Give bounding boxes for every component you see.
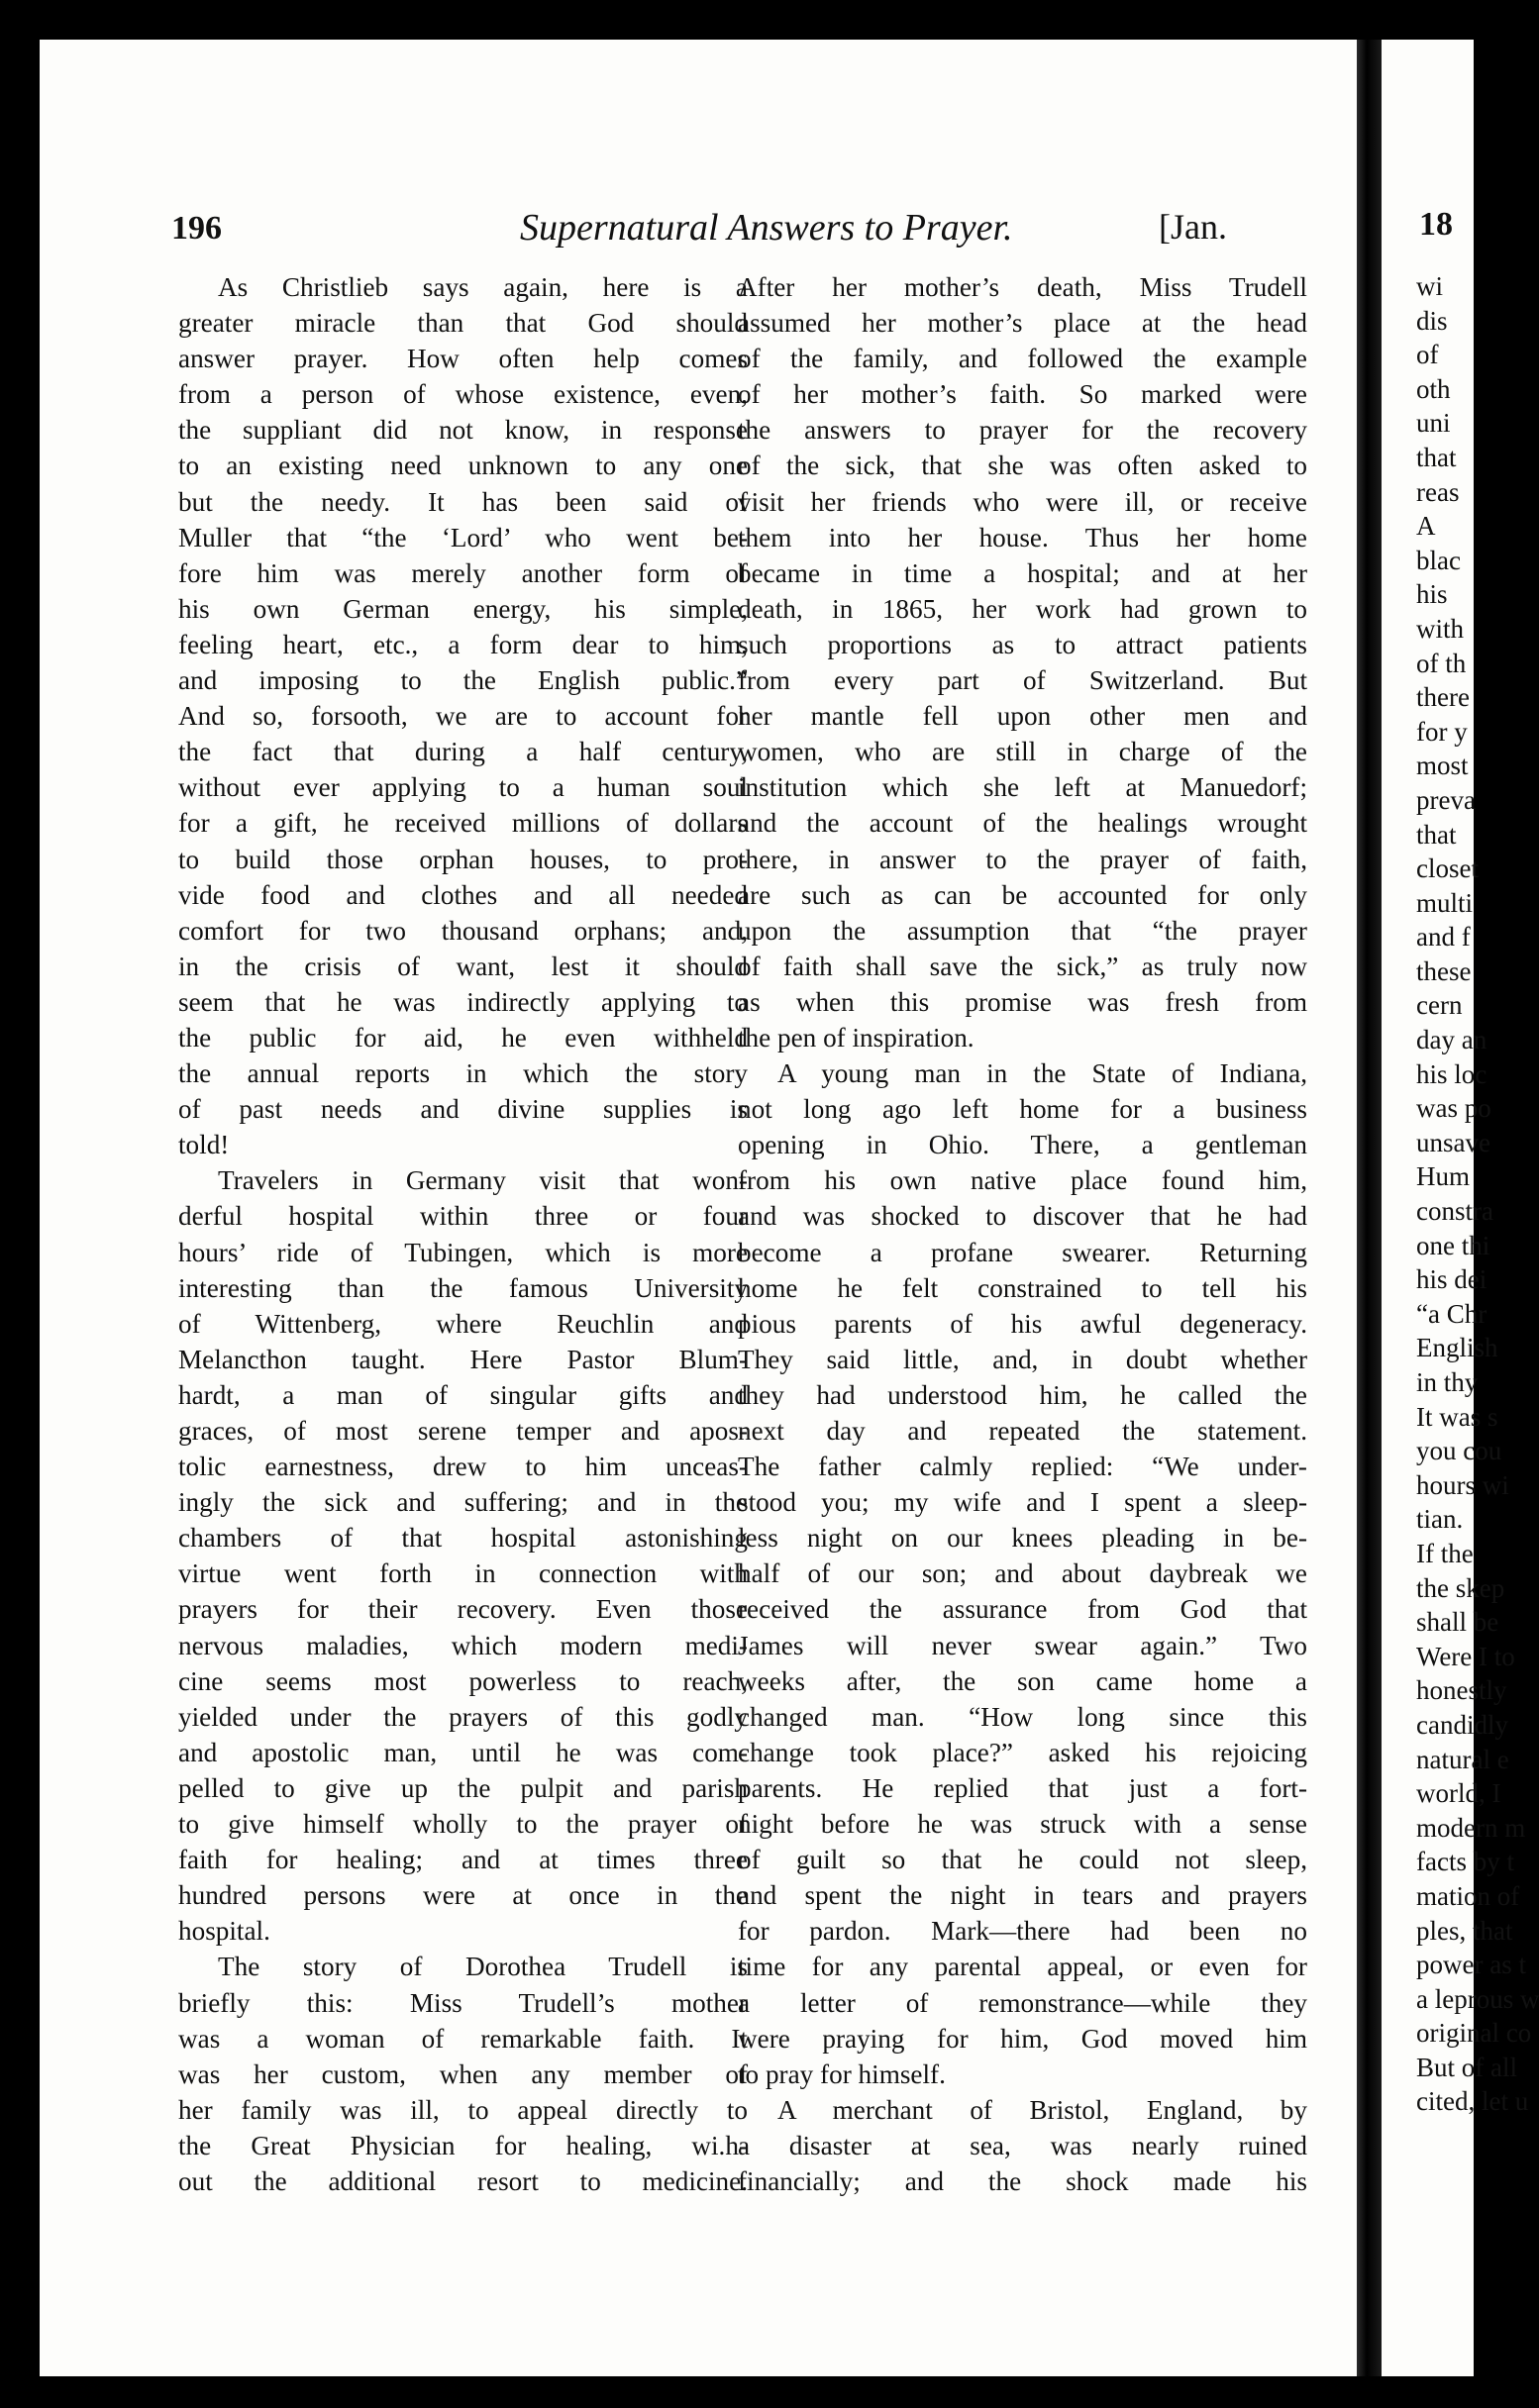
month-label: [Jan.: [1159, 207, 1227, 247]
next-page-line: It was s: [1416, 1401, 1498, 1432]
text-line: of Wittenberg, where Reuchlin and: [178, 1308, 748, 1339]
text-line: hardt, a man of singular gifts and: [178, 1379, 748, 1410]
text-line: tolic earnestness, drew to him unceas-: [178, 1452, 748, 1482]
text-line: of the family, and followed the example: [738, 344, 1307, 374]
text-line: changed man. “How long since this: [738, 1701, 1307, 1732]
next-page-line: hours wi: [1416, 1469, 1509, 1500]
text-line: her mantle fell upon other men and: [738, 701, 1307, 732]
text-line: they had understood him, he called the: [738, 1379, 1307, 1410]
text-line: institution which she left at Manuedorf;: [738, 772, 1307, 803]
text-line: hours’ ride of Tubingen, which is more: [178, 1237, 748, 1267]
text-line: was her custom, when any member of: [178, 2058, 748, 2089]
text-line: to give himself wholly to the prayer of: [178, 1809, 748, 1840]
text-line: told!: [178, 1130, 230, 1160]
text-line: prayers for their recovery. Even those: [178, 1594, 748, 1625]
next-page-line: of th: [1416, 648, 1467, 678]
text-line: the answers to prayer for the recovery: [738, 415, 1307, 446]
text-line: of her mother’s faith. So marked were: [738, 379, 1307, 410]
text-line: the Great Physician for healing, wi.h-: [178, 2130, 748, 2160]
text-line: was a woman of remarkable faith. It: [178, 2023, 748, 2054]
text-line: hospital.: [178, 1916, 270, 1947]
text-line: upon the assumption that “the prayer: [738, 915, 1307, 946]
text-line: of the sick, that she was often asked to: [738, 451, 1307, 481]
next-page-line: his dei: [1416, 1264, 1488, 1295]
next-page-line: ples, that: [1416, 1915, 1513, 1946]
next-page-line: natural e: [1416, 1744, 1509, 1774]
text-line: interesting than the famous University: [178, 1272, 748, 1303]
next-page-line: his loc: [1416, 1058, 1488, 1089]
text-line: A young man in the State of Indiana,: [777, 1058, 1307, 1089]
next-page-line: uni: [1416, 408, 1451, 439]
next-page-line: dis: [1416, 305, 1448, 336]
next-page-line: blac: [1416, 545, 1461, 575]
text-line: and was shocked to discover that he had: [738, 1201, 1307, 1232]
text-line: change took place?” asked his rejoicing: [738, 1737, 1307, 1767]
text-line: half of our son; and about daybreak we: [738, 1558, 1307, 1589]
text-line: night before he was struck with a sense: [738, 1809, 1307, 1840]
page-number: 196: [171, 210, 222, 247]
text-line: a letter of remonstrance—while they: [738, 1987, 1307, 2018]
next-page-line: in thy: [1416, 1367, 1479, 1397]
text-line: faith for healing; and at times three: [178, 1845, 748, 1875]
text-line: home he felt constrained to tell his: [738, 1272, 1307, 1303]
text-line: weeks after, the son came home a: [738, 1665, 1307, 1696]
next-page-line: If the: [1416, 1538, 1474, 1568]
text-line: pelled to give up the pulpit and parish: [178, 1772, 748, 1803]
text-line: James will never swear again.” Two: [738, 1630, 1307, 1660]
text-line: And so, forsooth, we are to account for: [178, 701, 748, 732]
running-title: Supernatural Answers to Prayer.: [520, 207, 1013, 249]
next-page-line: original co: [1416, 2018, 1532, 2049]
text-line: virtue went forth in connection with: [178, 1558, 748, 1589]
next-page-line: English: [1416, 1333, 1498, 1363]
next-page-line: Hum: [1416, 1161, 1470, 1192]
text-line: become a profane swearer. Returning: [738, 1237, 1307, 1267]
next-page-line: closet: [1416, 853, 1479, 884]
text-column-left: [178, 269, 748, 2199]
text-line: women, who are still in charge of the: [738, 737, 1307, 767]
text-line: cine seems most powerless to reach,: [178, 1665, 748, 1696]
text-line: assumed her mother’s place at the head: [738, 308, 1307, 339]
text-line: greater miracle than that God should: [178, 308, 748, 339]
text-line: to build those orphan houses, to pro-: [178, 844, 748, 874]
text-line: and the account of the healings wrought: [738, 808, 1307, 839]
next-page-line: the skep: [1416, 1572, 1505, 1603]
text-line: out the additional resort to medicine.: [178, 2165, 748, 2196]
text-line: financially; and the shock made his: [738, 2165, 1307, 2196]
next-page-line: with: [1416, 613, 1465, 644]
next-page-line: one thi: [1416, 1230, 1490, 1260]
text-line: from every part of Switzerland. But: [738, 665, 1307, 696]
text-line: the pen of inspiration.: [738, 1022, 975, 1053]
text-line: chambers of that hospital astonishing: [178, 1523, 748, 1554]
text-line: parents. He replied that just a fort-: [738, 1772, 1307, 1803]
next-page-line: facts by t: [1416, 1847, 1514, 1877]
next-page-line: cern: [1416, 990, 1463, 1021]
text-line: pious parents of his awful degeneracy.: [738, 1308, 1307, 1339]
text-line: yielded under the prayers of this godly: [178, 1701, 748, 1732]
next-page-line: But of all: [1416, 2052, 1517, 2082]
text-line: but the needy. It has been said of: [178, 486, 748, 517]
next-page-line: was po: [1416, 1093, 1491, 1124]
scan-speck: [1135, 18, 1141, 24]
text-line: to pray for himself.: [738, 2058, 946, 2089]
next-page-line: day an: [1416, 1025, 1488, 1055]
text-line: opening in Ohio. There, a gentleman: [738, 1130, 1307, 1160]
next-page-line: that: [1416, 819, 1457, 850]
text-line: her family was ill, to appeal directly to: [178, 2094, 748, 2125]
next-page-line: world, I: [1416, 1778, 1501, 1809]
text-line: from a person of whose existence, even,: [178, 379, 748, 410]
next-page-line: shall be: [1416, 1607, 1499, 1638]
next-page-line: Were I to: [1416, 1641, 1515, 1671]
text-line: hundred persons were at once in the: [178, 1880, 748, 1911]
text-line: from his own native place found him,: [738, 1165, 1307, 1196]
text-line: Travelers in Germany visit that won-: [218, 1165, 748, 1196]
text-line: nervous maladies, which modern medi-: [178, 1630, 748, 1660]
next-page-line: mation of: [1416, 1880, 1520, 1911]
next-page-line: constra: [1416, 1196, 1493, 1227]
text-line: without ever applying to a human soul: [178, 772, 748, 803]
next-page-line: tian.: [1416, 1504, 1464, 1535]
next-page-line: A: [1416, 511, 1436, 542]
next-page-line: for y: [1416, 716, 1468, 747]
next-page-line: unsave: [1416, 1127, 1490, 1157]
text-line: death, in 1865, her work had grown to: [738, 593, 1307, 624]
next-page-line: honestly: [1416, 1675, 1507, 1706]
text-line: and spent the night in tears and prayers: [738, 1880, 1307, 1911]
text-line: not long ago left home for a business: [738, 1094, 1307, 1125]
text-line: The story of Dorothea Trudell is: [218, 1952, 748, 1982]
next-page-line: his: [1416, 579, 1448, 610]
next-page-line: you cou: [1416, 1436, 1502, 1466]
text-line: such proportions as to attract patients: [738, 629, 1307, 659]
text-line: graces, of most serene temper and apos-: [178, 1416, 748, 1446]
next-page-line: cited, let u: [1416, 2086, 1529, 2117]
next-page-line: there: [1416, 682, 1470, 713]
next-page-line: and f: [1416, 922, 1471, 953]
text-line: A merchant of Bristol, England, by: [777, 2094, 1307, 2125]
next-page-line: preva: [1416, 784, 1476, 815]
next-page-line: “a Chr: [1416, 1298, 1488, 1329]
next-page-line: oth: [1416, 373, 1451, 404]
text-line: the suppliant did not know, in response: [178, 415, 748, 446]
next-page-line: candidly: [1416, 1709, 1508, 1740]
text-line: of guilt so that he could not sleep,: [738, 1845, 1307, 1875]
text-line: feeling heart, etc., a form dear to him,: [178, 629, 748, 659]
text-line: After her mother’s death, Miss Trudell: [738, 272, 1307, 302]
page-right-partial: [1382, 40, 1539, 2376]
text-line: the public for aid, he even withheld: [178, 1022, 748, 1053]
text-line: derful hospital within three or four: [178, 1201, 748, 1232]
next-page-line: reas: [1416, 476, 1460, 507]
text-line: as when this promise was fresh from: [738, 986, 1307, 1017]
text-line: visit her friends who were ill, or receive: [738, 486, 1307, 517]
text-line: the fact that during a half century,: [178, 737, 748, 767]
text-line: They said little, and, in doubt whether: [738, 1344, 1307, 1374]
text-line: them into her house. Thus her home: [738, 522, 1307, 552]
text-line: stood you; my wife and I spent a sleep-: [738, 1487, 1307, 1518]
text-line: there, in answer to the prayer of faith,: [738, 844, 1307, 874]
next-page-line: most: [1416, 751, 1469, 781]
text-line: Muller that “the ‘Lord’ who went be-: [178, 522, 748, 552]
text-line: received the assurance from God that: [738, 1594, 1307, 1625]
text-line: a disaster at sea, was nearly ruined: [738, 2130, 1307, 2160]
next-page-line: of: [1416, 340, 1439, 370]
text-line: his own German energy, his simple,: [178, 593, 748, 624]
text-column-right: [738, 269, 1307, 2199]
text-line: of past needs and divine supplies is: [178, 1094, 748, 1125]
text-column-next-page: [1416, 269, 1539, 2119]
text-line: answer prayer. How often help comes: [178, 344, 748, 374]
next-page-line: these: [1416, 955, 1472, 986]
next-page-line: modern m: [1416, 1812, 1526, 1843]
running-header: [40, 198, 1357, 257]
text-line: were praying for him, God moved him: [738, 2023, 1307, 2054]
text-line: and apostolic man, until he was com-: [178, 1737, 748, 1767]
text-line: briefly this: Miss Trudell’s mother: [178, 1987, 748, 2018]
text-line: time for any parental appeal, or even for: [738, 1952, 1307, 1982]
text-line: the annual reports in which the story: [178, 1058, 748, 1089]
next-page-line: wi: [1416, 271, 1443, 301]
book-gutter: [1357, 40, 1382, 2376]
text-line: vide food and clothes and all needed: [178, 879, 748, 910]
page-left: [40, 40, 1357, 2376]
text-line: are such as can be accounted for only: [738, 879, 1307, 910]
text-line: less night on our knees pleading in be-: [738, 1523, 1307, 1554]
text-line: next day and repeated the statement.: [738, 1416, 1307, 1446]
text-line: for a gift, he received millions of dollars: [178, 808, 748, 839]
text-line: of faith shall save the sick,” as truly now: [738, 951, 1307, 981]
next-page-number: 18: [1419, 206, 1453, 243]
text-line: seem that he was indirectly applying to: [178, 986, 748, 1017]
text-line: Melancthon taught. Here Pastor Blum-: [178, 1344, 748, 1374]
text-line: As Christlieb says again, here is a: [218, 272, 748, 302]
text-line: fore him was merely another form of: [178, 557, 748, 588]
text-line: and imposing to the English public.”: [178, 665, 748, 696]
text-line: for pardon. Mark—there had been no: [738, 1916, 1307, 1947]
text-line: ingly the sick and suffering; and in the: [178, 1487, 748, 1518]
next-page-line: that: [1416, 442, 1457, 472]
next-page-line: multi: [1416, 887, 1474, 918]
text-line: comfort for two thousand orphans; and,: [178, 915, 748, 946]
next-page-line: power as t: [1416, 1950, 1526, 1980]
text-line: in the crisis of want, lest it should: [178, 951, 748, 981]
text-line: The father calmly replied: “We under-: [738, 1452, 1307, 1482]
text-line: to an existing need unknown to any one: [178, 451, 748, 481]
text-line: became in time a hospital; and at her: [738, 557, 1307, 588]
next-page-line: a leprous w: [1416, 1983, 1539, 2014]
